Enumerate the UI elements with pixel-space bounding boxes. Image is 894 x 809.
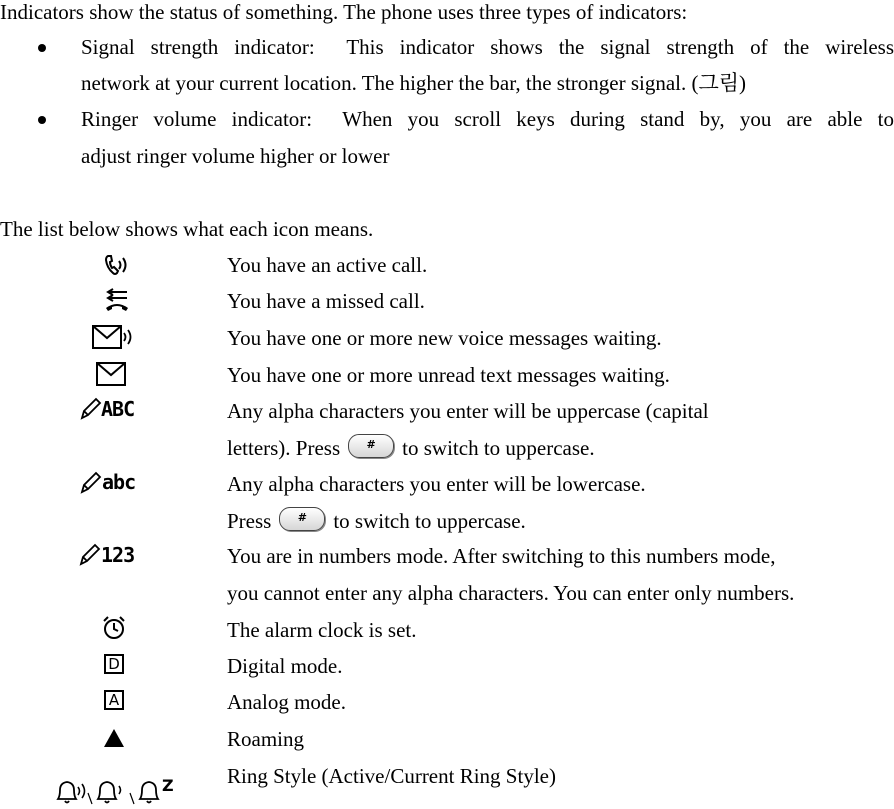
- icon-description: Any alpha characters you enter will be lowercase.: [227, 472, 646, 496]
- icon-description: Analog mode.: [227, 690, 346, 714]
- lowercase-mode-icon: abc: [102, 470, 136, 494]
- bell-active-icon: [54, 777, 94, 805]
- pencil-icon: [80, 397, 102, 421]
- hash-key-icon: #: [348, 434, 394, 458]
- bullet-label: Signal strength indicator:: [81, 35, 315, 59]
- digital-mode-icon: D: [104, 654, 124, 674]
- intro-text: Indicators show the status of something. The phone uses three types of indicators:: [0, 0, 688, 24]
- missed-call-icon: [103, 288, 131, 314]
- numbers-mode-icon: 123: [101, 543, 135, 567]
- active-call-icon: [104, 253, 130, 277]
- roaming-icon: [103, 728, 125, 748]
- icon-description: You have one or more new voice messages waiting.: [227, 326, 662, 350]
- text-message-icon: [96, 361, 128, 387]
- bullet-ringer-volume: [81, 109, 894, 130]
- icon-description: Ring Style (Active/Current Ring Style): [227, 764, 556, 788]
- icon-description: Any alpha characters you enter will be uppercase (capital: [227, 399, 709, 423]
- bullet-dot: [38, 44, 46, 52]
- icon-description: You are in numbers mode. After switching to this numbers mode,: [227, 544, 776, 568]
- icon-description: Digital mode.: [227, 654, 343, 678]
- bullet-continuation: adjust ringer volume higher or lower: [81, 144, 390, 168]
- uppercase-mode-icon: ABC: [101, 397, 135, 421]
- bell-low-icon: [94, 777, 138, 805]
- bullet-continuation: network at your current location. The higher the bar, the stronger signal. (그림): [81, 71, 747, 95]
- icon-description: The alarm clock is set.: [227, 618, 417, 642]
- bullet-text: When you scroll keys during stand by, you are able to: [342, 107, 894, 131]
- icon-description: You have one or more unread text messages waiting.: [227, 363, 670, 387]
- icon-description-continued: you cannot enter any alpha characters. You can enter only numbers.: [227, 581, 795, 605]
- hash-key-icon: #: [279, 507, 325, 531]
- bullet-text: This indicator shows the signal strength of the wireless: [346, 35, 894, 59]
- alarm-clock-icon: [101, 615, 127, 641]
- pencil-icon: [80, 471, 102, 495]
- analog-mode-icon: A: [104, 690, 124, 710]
- icon-description-continued: letters). Press # to switch to uppercase.: [227, 436, 595, 460]
- bullet-dot: [38, 116, 46, 124]
- icon-description: You have a missed call.: [227, 289, 425, 313]
- bullet-label: Ringer volume indicator:: [81, 107, 313, 131]
- ring-style-icon: Z: [162, 776, 174, 795]
- bell-silent-icon: [136, 777, 164, 805]
- icon-description-continued: Press # to switch to uppercase.: [227, 509, 526, 533]
- list-heading: The list below shows what each icon means.: [0, 217, 374, 241]
- voice-message-icon: [92, 324, 136, 352]
- icon-description: Roaming: [227, 727, 304, 751]
- icon-description: You have an active call.: [227, 253, 428, 277]
- bullet-signal-strength: [81, 37, 894, 58]
- pencil-icon: [79, 543, 101, 567]
